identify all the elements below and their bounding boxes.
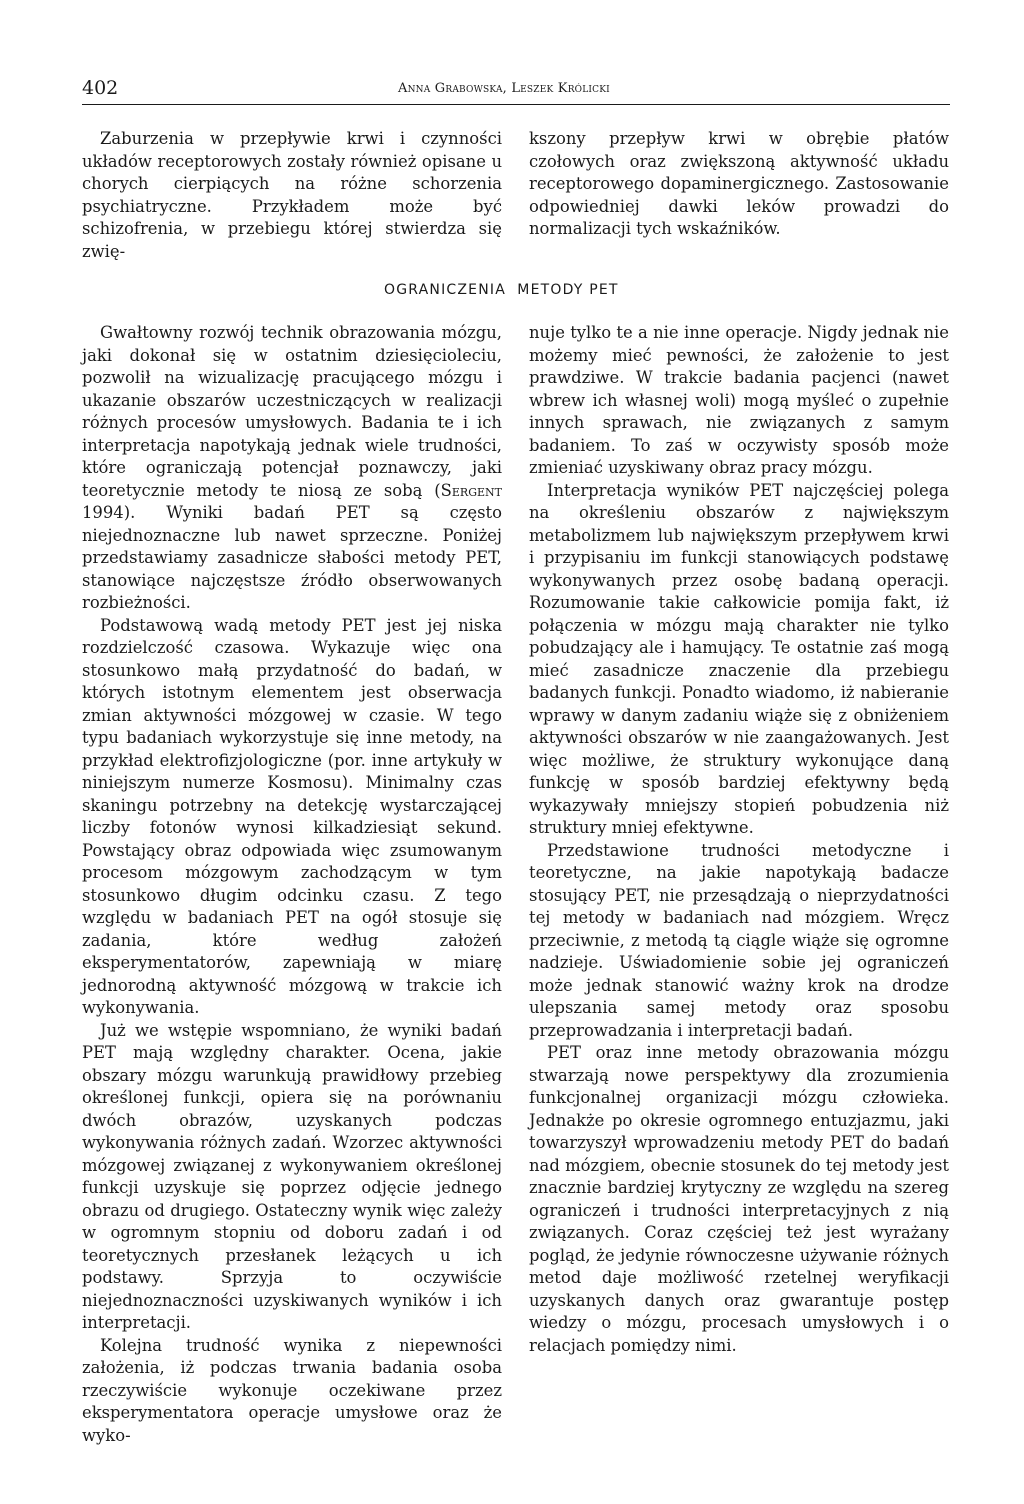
text-run: Interpretacja wyników PET najczęściej polega na określeniu obszarów z największym metabolizmem lub największym przepływem krwi i przypisaniu im funkcji stanowiących podstawę wykonywanych przez osobę badaną operacji. Rozumowanie takie całkowicie pomija fakt, iż połączenia w mózgu mają charakter nie tylko pobudzający ale i hamujący. Te ostatnie zaś mogą mieć zasadnicze znaczenie dla przebiegu badanych funkcji. Ponadto wiadomo, iż nabieranie wprawy w danym zadaniu wiąże się z obniżeniem aktywności obszarów w nie zaangażowanych. Jest więc możliwe, że struktury wykonujące daną funkcję w sposób bardziej efektywny będą wykazywały mniejszy stopień pobudzenia niż struktury mniej efektywne. (529, 480, 949, 837)
text-run: nuje tylko te a nie inne operacje. Nigdy jednak nie możemy mieć pewności, że założenie to jest prawdziwe. W trakcie badania pacjenci (nawet wbrew ich własnej woli) mogą myśleć o zupełnie innych sprawach, nie związanych z samym badaniem. To zaś w oczywisty sposób może zmieniać uzyskiwany obraz pracy mózgu. (529, 323, 949, 477)
top-right-column (529, 128, 949, 241)
paragraph (529, 1042, 949, 1357)
text-run: Gwałtowny rozwój technik obrazowania mózgu, jaki dokonał się w ostatnim dziesięcioleciu, pozwolił na wizualizację pracującego mózgu i ukazanie obszarów uczestniczących w realizacji różnych procesów umysłowych. Badania te i ich interpretacja napotykają jednak wiele trudności, które ograniczają potencjał poznawczy, jaki teoretycznie metody te niosą ze sobą ( (82, 323, 502, 500)
body-right-column (529, 322, 949, 1357)
text-run: PET oraz inne metody obrazowania mózgu stwarzają nowe perspektywy dla zrozumienia funkcjonalnej organizacji mózgu człowieka. Jednakże po okresie ogromnego entuzjazmu, jaki towarzyszył wprowadzeniu metody PET do badań nad mózgiem, obecnie stosunek do tej metody jest znacznie bardziej krytyczny ze względu na szereg ograniczeń i trudności interpretacyjnych z nią związanych. Coraz częściej też jest wyrażany pogląd, że jedynie równoczesne używanie różnych metod daje możliwość rzetelnej weryfikacji uzyskanych danych oraz gwarantuje postęp wiedzy o mózgu, procesach umysłowych i o relacjach pomiędzy nimi. (529, 1043, 949, 1355)
text-run: Podstawową wadą metody PET jest jej niska rozdzielczość czasowa. Wykazuje więc ona stosunkowo małą przydatność do badań, w których istotnym elementem jest obserwacja zmian aktywności mózgowej w czasie. W tego typu badaniach wykorzystuje się inne metody, na przykład elektrofizjologiczne (por. inne artykuły w niniejszym numerze Kosmosu). Minimalny czas skaningu potrzebny na detekcję wystarczającej liczby fotonów wynosi kilkadziesiąt sekund. Powstający obraz odpowiada więc zsumowanym procesom mózgowym zachodzącym w tym stosunkowo długim odcinku czasu. Z tego względu w badaniach PET na ogół stosuje się zadania, które według założeń eksperymentatorów, zapewniają w miarę jednorodną aktywność mózgową w trakcie ich wykonywania. (82, 615, 502, 1017)
paragraph (82, 322, 502, 615)
paragraph (529, 840, 949, 1043)
body-left-column (82, 322, 502, 1447)
text-run: 1994). Wyniki badań PET są często niejednoznaczne lub nawet sprzeczne. Poniżej przedstawiamy zasadnicze słabości metody PET, stanowiące najczęstsze źródło obserwowanych rozbieżności. (82, 503, 502, 612)
page-number: 402 (82, 77, 119, 99)
text-run: Kolejna trudność wynika z niepewności założenia, iż podczas trwania badania osoba rzeczywiście wykonuje oczekiwane przez eksperymentatora operacje umysłowe oraz że wyko- (82, 1335, 502, 1445)
paragraph: Zaburzenia w przepływie krwi i czynności układów receptorowych zostały również opisane u chorych cierpiących na różne schorzenia psychiatryczne. Przykładem może być schizofrenia, w przebiegu której stwierdza się zwię- (82, 129, 502, 261)
paragraph (82, 1335, 502, 1448)
paragraph (529, 322, 949, 480)
page-header (82, 76, 950, 105)
paragraph: kszony przepływ krwi w obrębie płatów czołowych oraz zwiększoną aktywność układu receptorowego dopaminergicznego. Zastosowanie odpowiedniej dawki leków prowadzi do normalizacji tych wskaźników. (529, 129, 949, 238)
paragraph (82, 1020, 502, 1335)
running-head: Anna Grabowska, Leszek Królicki (398, 81, 610, 96)
text-run: Już we wstępie wspomniano, że wyniki badań PET mają względny charakter. Ocena, jakie obszary mózgu warunkują prawidłowy przebieg określonej funkcji, opiera się na porównaniu dwóch obrazów, uzyskanych podczas wykonywania różnych zadań. Wzorzec aktywności mózgowej związanej z wykonywaniem określonej funkcji uzyskuje się poprzez odjęcie jednego obrazu od drugiego. Ostateczny wynik więc zależy w ogromnym stopniu od doboru zadań i od teoretycznych przesłanek leżących u ich podstawy. Sprzyja to oczywiście niejednoznaczności uzyskiwanych wyników i ich interpretacji. (82, 1020, 502, 1332)
paragraph (529, 480, 949, 840)
citation-author: Sergent (440, 480, 502, 500)
paragraph (82, 615, 502, 1020)
section-title: OGRANICZENIA METODY PET (384, 282, 619, 298)
top-left-column (82, 128, 502, 263)
text-run: Przedstawione trudności metodyczne i teoretyczne, na jakie napotykają badacze stosujący PET, nie przesądzają o nieprzydatności tej metody w badaniach nad mózgiem. Wręcz przeciwnie, z metodą tą ciągle wiąże się ogromne nadzieje. Uświadomienie sobie jej ograniczeń może jednak stanowić ważny krok na drodze ulepszania samej metody oraz sposobu przeprowadzania i interpretacji badań. (529, 840, 949, 1040)
